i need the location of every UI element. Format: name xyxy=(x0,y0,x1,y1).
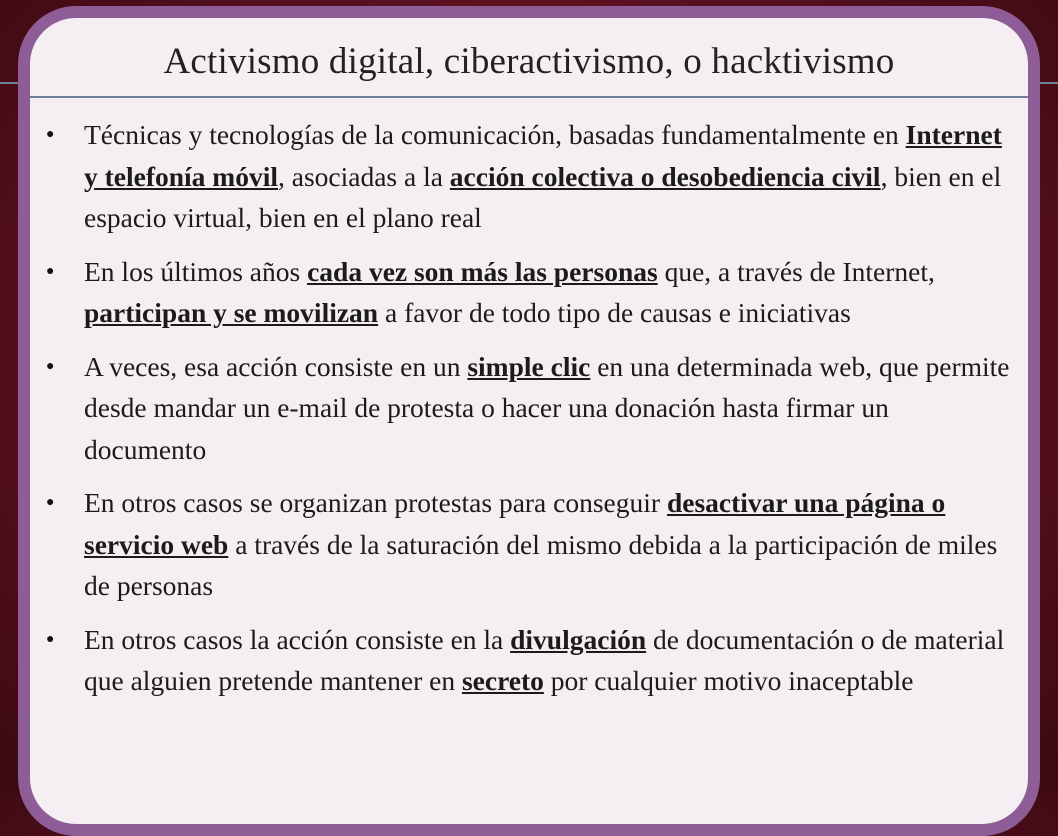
bullet-item xyxy=(44,251,1012,334)
bullet-text: En otros casos se organizan protestas para conseguir xyxy=(84,487,667,518)
bullet-text: En los últimos años xyxy=(84,255,308,287)
bullet-dot-icon: ● xyxy=(46,495,55,510)
emphasized-text: desactivar una página o servicio web xyxy=(84,487,946,560)
bullet-dot-icon: ● xyxy=(46,127,55,142)
emphasized-text: simple clic xyxy=(467,350,591,382)
bullet-item xyxy=(44,114,1012,239)
emphasized-text: Internet y telefonía móvil xyxy=(84,119,1002,192)
emphasized-text: acción colectiva o desobediencia civil xyxy=(449,160,881,192)
bullet-item xyxy=(44,619,1012,702)
bullet-item xyxy=(44,346,1012,471)
bullet-text: a través de la saturación del mismo debida a la participación de miles de personas xyxy=(84,528,998,601)
bullet-text: , asociadas a la xyxy=(278,160,450,192)
emphasized-text: cada vez son más las personas xyxy=(307,255,658,287)
bullet-text: , bien en el espacio virtual, bien en el plano real xyxy=(84,160,1002,233)
bullet-text: Técnicas y tecnologías de la comunicación, basadas fundamentalmente en xyxy=(84,119,906,150)
emphasized-text: divulgación xyxy=(510,623,647,655)
slide-title: Activismo digital, ciberactivismo, o hacktivismo xyxy=(163,41,895,82)
bullet-dot-icon: ● xyxy=(46,358,55,374)
bullet-list xyxy=(44,114,1012,714)
title-divider xyxy=(30,96,1028,98)
bullet-text: de documentación o de material que alguien pretende mantener en xyxy=(84,623,1005,696)
emphasized-text: participan y se movilizan xyxy=(84,297,379,328)
bullet-text: por cualquier motivo inaceptable xyxy=(543,665,914,696)
bullet-text: A veces, esa acción consiste en un xyxy=(84,350,468,382)
emphasized-text: secreto xyxy=(461,665,544,696)
bullet-text: en una determinada web, que permite desde mandar un e-mail de protesta o hacer una donación hasta firmar un documento xyxy=(84,350,1010,465)
bullet-dot-icon: ● xyxy=(46,631,55,647)
bullet-item xyxy=(44,482,1012,607)
bullet-text: En otros casos la acción consiste en la xyxy=(84,623,511,655)
bullet-text: a favor de todo tipo de causas e iniciativas xyxy=(378,297,851,328)
slide-frame xyxy=(18,6,1040,836)
bullet-dot-icon: ● xyxy=(46,263,55,279)
bullet-text: que, a través de Internet, xyxy=(657,255,935,287)
